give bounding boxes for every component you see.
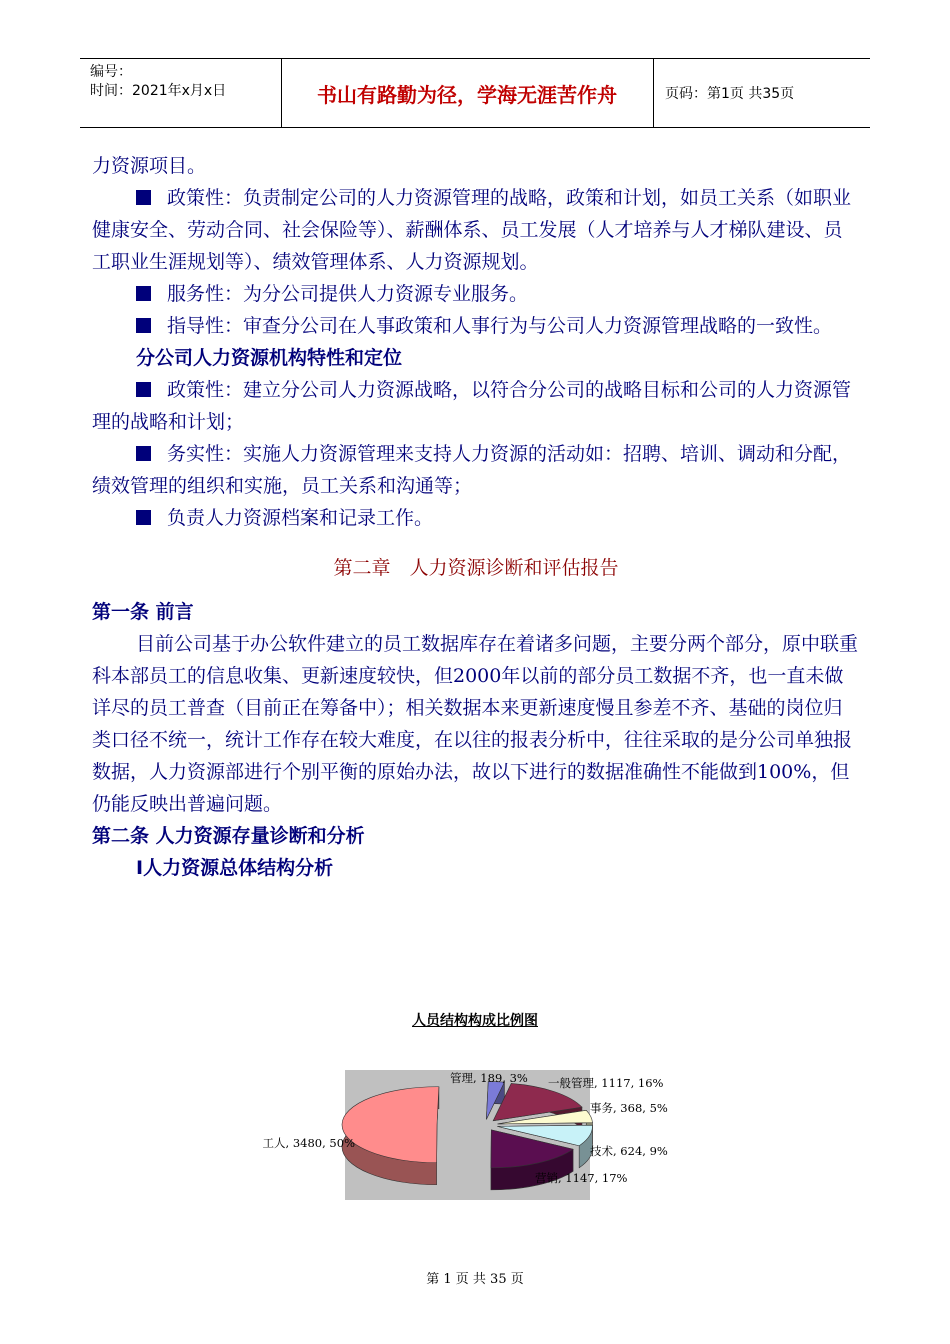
pie-label: 营销, 1147, 17% (535, 1171, 628, 1185)
chapter-title: 第二章 人力资源诊断和评估报告 (333, 557, 619, 579)
bullet-item: 务实性：实施人力资源管理来支持人力资源的活动如：招聘、培训、调动和分配，绩效管理的组织和实施，员工关系和沟通等； (92, 443, 852, 497)
subheading: 分公司人力资源机构特性和定位 (136, 347, 403, 369)
bullet-item: 服务性：为分公司提供人力资源专业服务。 (92, 278, 860, 310)
paragraph: 目前公司基于办公软件建立的员工数据库存在着诸多问题，主要分两个部分，原中联重科本部员工的信息收集、更新速度较快，但2000年以前的部分员工数据不齐，也一直未做详尽的员工普查（目前正在筹备中）；相关数据本来更新速度慢且参差不齐、基础的岗位归类口径不统一，统计工作存在较大难度，在以往的报表分析中，往往采取的是分公司单独报数据，人力资源部进行个别平衡的原始办法，故以下进行的数据准确性不能做到100%，但仍能反映出普遍问题。 (92, 633, 859, 815)
bullet-square-icon (136, 446, 151, 461)
header-page-info: 页码：第1页 共35页 (665, 86, 795, 102)
number-label: 编号： (90, 64, 132, 80)
time-label: 时间：2021年x月x日 (90, 83, 227, 99)
pie-chart (0, 1030, 950, 1200)
pie-label: 一般管理, 1117, 16% (548, 1076, 664, 1090)
bullet-item: 指导性：审查分公司在人事政策和人事行为与公司人力资源管理战略的一致性。 (92, 310, 860, 342)
bullet-item: 负责人力资源档案和记录工作。 (92, 502, 860, 534)
pie-label: 管理, 189, 3% (450, 1071, 528, 1085)
page-footer: 第 1 页 共 35 页 (426, 1272, 524, 1287)
page-header (80, 58, 870, 128)
pie-label: 技术, 624, 9% (590, 1144, 668, 1158)
pie-label: 工人, 3480, 50% (262, 1136, 355, 1150)
bullet-square-icon (136, 286, 151, 301)
document-body (92, 150, 860, 884)
section-heading: Ⅰ人力资源总体结构分析 (136, 857, 334, 879)
paragraph: 力资源项目。 (92, 155, 207, 177)
bullet-square-icon (136, 318, 151, 333)
article-heading: 第一条 前言 (92, 601, 194, 623)
bullet-item: 政策性：建立分公司人力资源战略，以符合分公司的战略目标和公司的人力资源管理的战略和计划； (92, 379, 852, 433)
pie-label: 事务, 368, 5% (590, 1101, 668, 1115)
divider (653, 59, 654, 127)
header-motto: 书山有路勤为径，学海无涯苦作舟 (317, 82, 617, 107)
article-heading: 第二条 人力资源存量诊断和分析 (92, 825, 365, 847)
bullet-square-icon (136, 510, 151, 525)
bullet-square-icon (136, 190, 151, 205)
header-meta (90, 63, 280, 101)
chart-title: 人员结构构成比例图 (412, 1013, 538, 1029)
bullet-item: 政策性：负责制定公司的人力资源管理的战略，政策和计划，如员工关系（如职业健康安全、劳动合同、社会保险等）、薪酬体系、员工发展（人才培养与人才梯队建设、员工职业生涯规划等）、绩效管理体系、人力资源规划。 (92, 187, 852, 273)
bullet-square-icon (136, 382, 151, 397)
